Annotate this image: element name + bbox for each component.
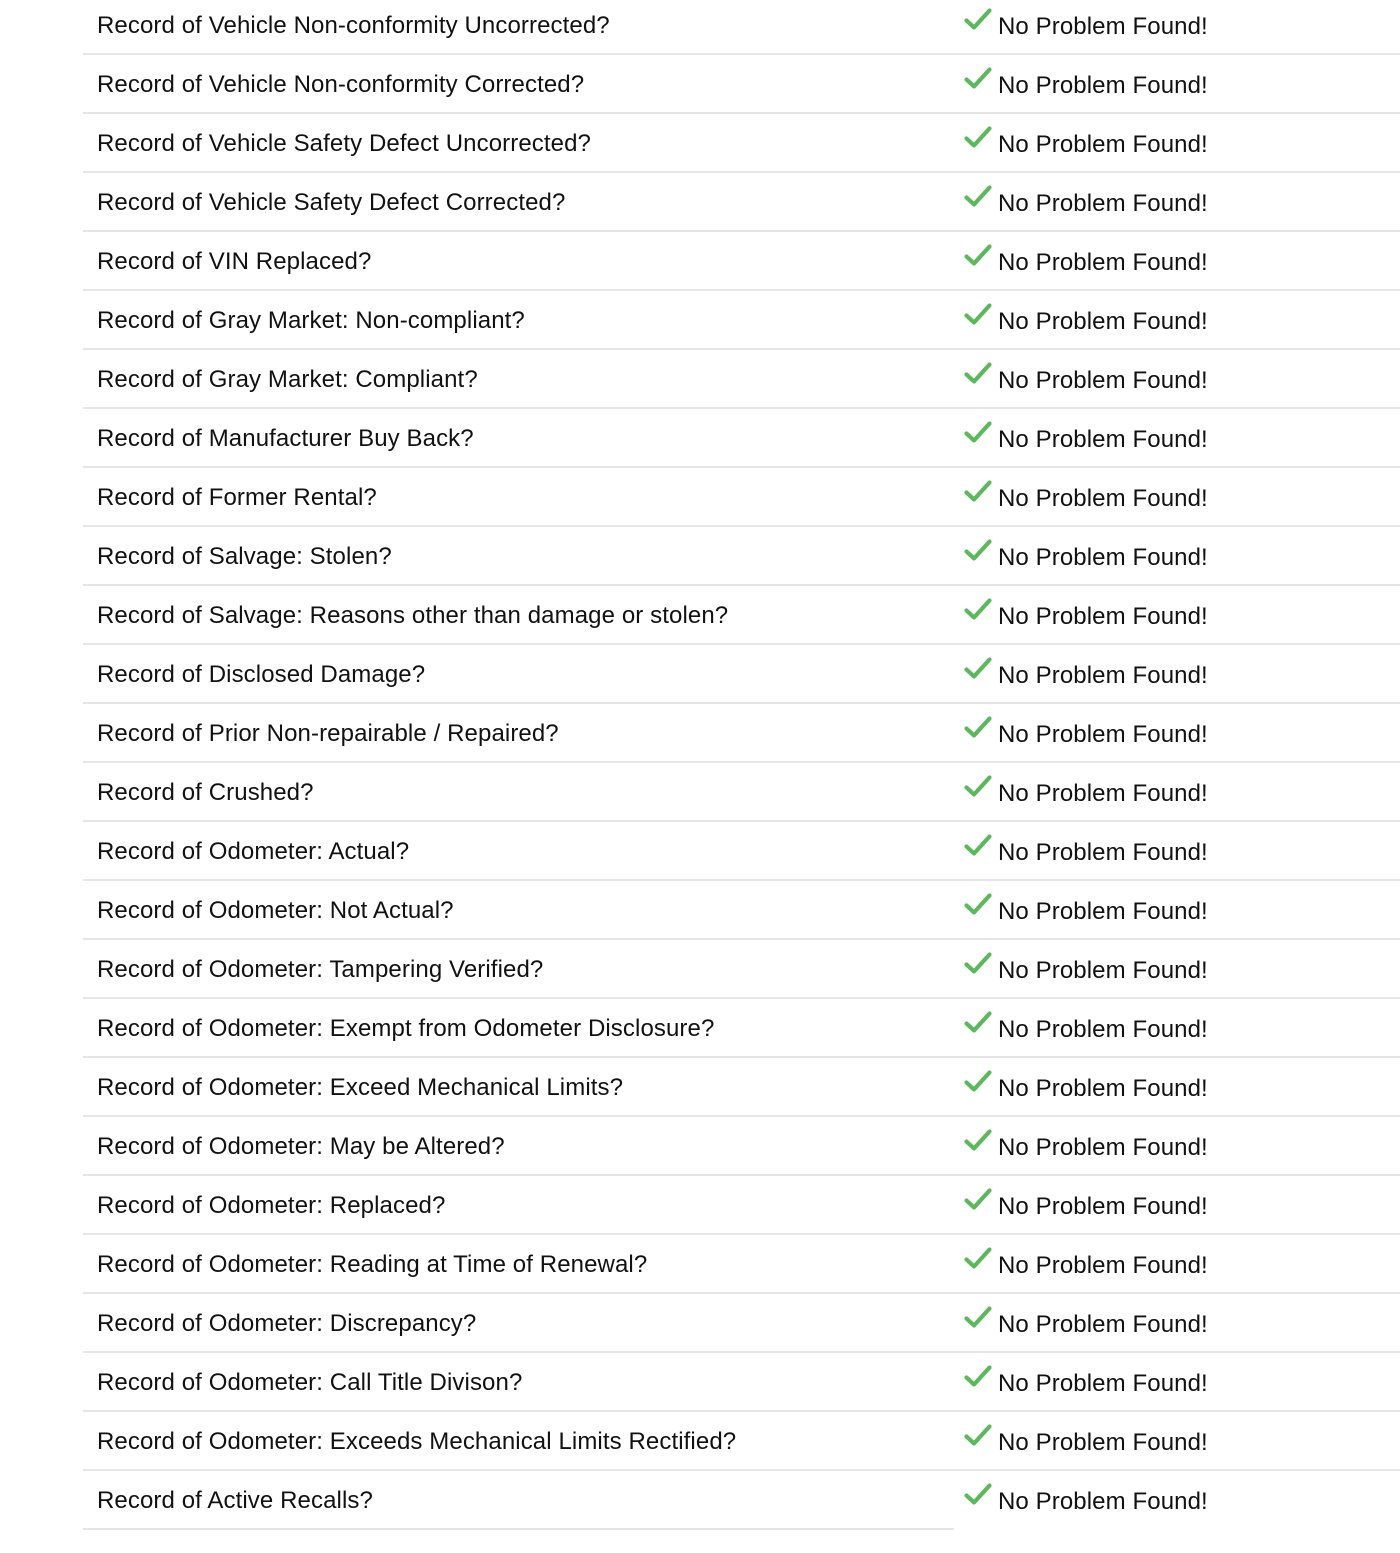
checkmark-icon xyxy=(964,302,992,328)
checkmark-icon xyxy=(964,892,992,918)
record-question: Record of Salvage: Stolen? xyxy=(97,543,392,570)
record-result xyxy=(964,833,1208,867)
record-result-label: No Problem Found! xyxy=(998,485,1208,512)
record-row xyxy=(83,881,1400,940)
checkmark-icon xyxy=(964,1305,992,1331)
record-row xyxy=(83,232,1400,291)
checkmark-icon xyxy=(964,66,992,92)
record-result xyxy=(964,597,1208,631)
record-row xyxy=(83,1471,1400,1530)
checkmark-icon xyxy=(964,125,992,151)
record-row xyxy=(83,1412,1400,1471)
record-result-label: No Problem Found! xyxy=(998,308,1208,335)
record-result xyxy=(964,1305,1208,1339)
record-question: Record of Odometer: Exceeds Mechanical Limits Rectified? xyxy=(97,1428,737,1455)
record-result-label: No Problem Found! xyxy=(998,1075,1208,1102)
record-result-label: No Problem Found! xyxy=(998,721,1208,748)
record-result xyxy=(964,1128,1208,1162)
record-result-label: No Problem Found! xyxy=(998,662,1208,689)
record-result xyxy=(964,715,1208,749)
record-row xyxy=(83,999,1400,1058)
record-result xyxy=(964,538,1208,572)
record-question: Record of Odometer: Call Title Divison? xyxy=(97,1369,523,1396)
checkmark-icon xyxy=(964,1128,992,1154)
record-result-label: No Problem Found! xyxy=(998,1429,1208,1456)
record-result xyxy=(964,125,1208,159)
record-row xyxy=(83,409,1400,468)
record-question: Record of Active Recalls? xyxy=(97,1487,373,1514)
record-row xyxy=(83,1353,1400,1412)
record-result-label: No Problem Found! xyxy=(998,13,1208,40)
checkmark-icon xyxy=(964,479,992,505)
record-result-label: No Problem Found! xyxy=(998,1016,1208,1043)
record-result xyxy=(964,774,1208,808)
record-row xyxy=(83,1058,1400,1117)
record-question: Record of Manufacturer Buy Back? xyxy=(97,425,474,452)
checkmark-icon xyxy=(964,243,992,269)
checkmark-icon xyxy=(964,1069,992,1095)
record-question: Record of Vehicle Non-conformity Corrected? xyxy=(97,71,585,98)
record-result xyxy=(964,656,1208,690)
record-result xyxy=(964,1010,1208,1044)
record-question: Record of Prior Non-repairable / Repaired? xyxy=(97,720,559,747)
checkmark-icon xyxy=(964,1187,992,1213)
record-result xyxy=(964,951,1208,985)
record-row xyxy=(83,173,1400,232)
checkmark-icon xyxy=(964,7,992,33)
record-row xyxy=(83,291,1400,350)
record-question: Record of Disclosed Damage? xyxy=(97,661,426,688)
record-question: Record of Odometer: Tampering Verified? xyxy=(97,956,544,983)
record-question: Record of Odometer: Replaced? xyxy=(97,1192,446,1219)
record-row xyxy=(83,763,1400,822)
record-result-label: No Problem Found! xyxy=(998,1370,1208,1397)
record-result-label: No Problem Found! xyxy=(998,603,1208,630)
record-row xyxy=(83,822,1400,881)
record-result xyxy=(964,66,1208,100)
record-row xyxy=(83,468,1400,527)
record-question: Record of Odometer: May be Altered? xyxy=(97,1133,505,1160)
record-question: Record of Salvage: Reasons other than damage or stolen? xyxy=(97,602,729,629)
record-result-label: No Problem Found! xyxy=(998,72,1208,99)
record-question: Record of Odometer: Exempt from Odometer Disclosure? xyxy=(97,1015,715,1042)
record-question: Record of VIN Replaced? xyxy=(97,248,372,275)
record-row xyxy=(83,55,1400,114)
record-result xyxy=(964,892,1208,926)
record-question: Record of Odometer: Reading at Time of Renewal? xyxy=(97,1251,648,1278)
record-result-label: No Problem Found! xyxy=(998,367,1208,394)
checkmark-icon xyxy=(964,184,992,210)
checkmark-icon xyxy=(964,420,992,446)
record-question: Record of Gray Market: Non-compliant? xyxy=(97,307,525,334)
record-result-label: No Problem Found! xyxy=(998,1311,1208,1338)
record-question: Record of Odometer: Discrepancy? xyxy=(97,1310,477,1337)
record-row xyxy=(83,940,1400,999)
record-question: Record of Vehicle Safety Defect Uncorrected? xyxy=(97,130,591,157)
record-result xyxy=(964,420,1208,454)
record-row xyxy=(83,0,1400,55)
record-question: Record of Vehicle Non-conformity Uncorrected? xyxy=(97,12,610,39)
record-question: Record of Crushed? xyxy=(97,779,314,806)
record-question: Record of Odometer: Not Actual? xyxy=(97,897,454,924)
record-result xyxy=(964,1069,1208,1103)
vehicle-record-check-table xyxy=(83,0,1400,1530)
checkmark-icon xyxy=(964,1246,992,1272)
record-result xyxy=(964,7,1208,41)
record-result xyxy=(964,184,1208,218)
checkmark-icon xyxy=(964,597,992,623)
record-result-label: No Problem Found! xyxy=(998,1134,1208,1161)
record-row xyxy=(83,1117,1400,1176)
record-row xyxy=(83,350,1400,409)
record-result xyxy=(964,1423,1208,1457)
checkmark-icon xyxy=(964,538,992,564)
record-row xyxy=(83,114,1400,173)
checkmark-icon xyxy=(964,361,992,387)
checkmark-icon xyxy=(964,1364,992,1390)
record-row xyxy=(83,1176,1400,1235)
record-result xyxy=(964,479,1208,513)
record-result xyxy=(964,1364,1208,1398)
record-row xyxy=(83,1294,1400,1353)
record-question: Record of Odometer: Exceed Mechanical Limits? xyxy=(97,1074,624,1101)
record-row xyxy=(83,704,1400,763)
record-result xyxy=(964,302,1208,336)
record-result xyxy=(964,1187,1208,1221)
record-result-label: No Problem Found! xyxy=(998,1488,1208,1515)
record-result-label: No Problem Found! xyxy=(998,131,1208,158)
checkmark-icon xyxy=(964,951,992,977)
checkmark-icon xyxy=(964,1423,992,1449)
record-result xyxy=(964,1482,1208,1516)
record-question: Record of Gray Market: Compliant? xyxy=(97,366,478,393)
record-result-label: No Problem Found! xyxy=(998,839,1208,866)
record-result-label: No Problem Found! xyxy=(998,544,1208,571)
record-row xyxy=(83,586,1400,645)
record-result-label: No Problem Found! xyxy=(998,1252,1208,1279)
record-result-label: No Problem Found! xyxy=(998,1193,1208,1220)
checkmark-icon xyxy=(964,1482,992,1508)
record-row xyxy=(83,1235,1400,1294)
record-result xyxy=(964,361,1208,395)
record-question: Record of Vehicle Safety Defect Corrected? xyxy=(97,189,566,216)
checkmark-icon xyxy=(964,715,992,741)
record-result xyxy=(964,243,1208,277)
record-row xyxy=(83,527,1400,586)
record-question: Record of Odometer: Actual? xyxy=(97,838,410,865)
record-result-label: No Problem Found! xyxy=(998,249,1208,276)
record-result-label: No Problem Found! xyxy=(998,426,1208,453)
record-result-label: No Problem Found! xyxy=(998,190,1208,217)
record-result xyxy=(964,1246,1208,1280)
checkmark-icon xyxy=(964,774,992,800)
record-result-label: No Problem Found! xyxy=(998,898,1208,925)
checkmark-icon xyxy=(964,656,992,682)
record-question: Record of Former Rental? xyxy=(97,484,377,511)
record-result-label: No Problem Found! xyxy=(998,780,1208,807)
checkmark-icon xyxy=(964,1010,992,1036)
record-result-label: No Problem Found! xyxy=(998,957,1208,984)
record-row xyxy=(83,645,1400,704)
checkmark-icon xyxy=(964,833,992,859)
